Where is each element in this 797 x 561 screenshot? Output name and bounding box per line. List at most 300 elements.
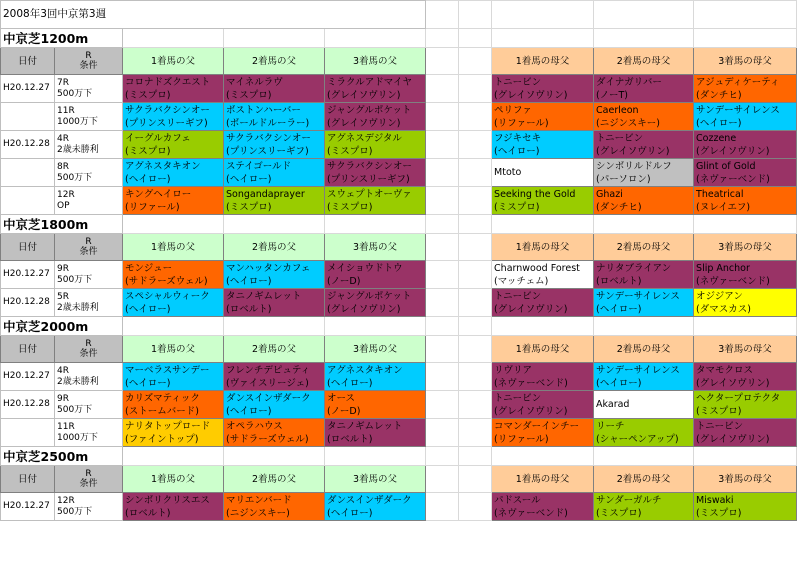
header-date[interactable] <box>1 234 55 261</box>
header-row <box>1 466 797 493</box>
header-dam1[interactable] <box>492 336 594 363</box>
sire-cell[interactable] <box>123 187 224 215</box>
header-dam3-text: 3着馬の母父 <box>718 241 772 253</box>
dam-sire-cell[interactable] <box>492 103 594 131</box>
header-sire1-text: 1着馬の父 <box>150 473 196 485</box>
empty-cell[interactable] <box>694 29 797 48</box>
horse-name: サクラバクシンオー <box>125 104 210 116</box>
horse-name: サクラバクシンオー <box>327 160 412 172</box>
race-row <box>1 493 797 521</box>
sire-line: (ヘイロー) <box>596 377 642 389</box>
race-number: 7R <box>57 77 69 88</box>
header-sire3-text: 3着馬の父 <box>353 343 398 355</box>
sheet-body <box>1 1 797 521</box>
sire-cell[interactable] <box>224 261 325 289</box>
dam-sire-cell[interactable] <box>492 493 594 521</box>
race-row <box>1 159 797 187</box>
horse-name: Cozzene <box>696 132 737 144</box>
spacer-cell[interactable] <box>426 234 459 261</box>
header-sire2[interactable] <box>224 234 325 261</box>
header-dam1[interactable] <box>492 466 594 493</box>
sire-cell[interactable] <box>123 363 224 391</box>
header-dam3-text: 3着馬の母父 <box>718 473 772 485</box>
dam-sire-cell[interactable] <box>594 131 694 159</box>
section-title-text: 中京芝1200m <box>3 30 89 46</box>
spacer-cell[interactable] <box>459 215 492 234</box>
sire-cell[interactable] <box>123 75 224 103</box>
race-info[interactable] <box>55 289 123 317</box>
dam-sire-cell[interactable] <box>594 187 694 215</box>
spacer-cell[interactable] <box>459 75 492 103</box>
spacer-cell[interactable] <box>459 493 492 521</box>
header-sire1[interactable] <box>123 336 224 363</box>
race-date[interactable] <box>1 419 55 447</box>
spacer-cell[interactable] <box>459 29 492 48</box>
race-info[interactable] <box>55 75 123 103</box>
header-date-text: 日付 <box>17 55 37 67</box>
dam-sire-cell[interactable] <box>492 261 594 289</box>
dam-sire-cell[interactable] <box>694 187 797 215</box>
empty-cell[interactable] <box>325 317 426 336</box>
header-dam1-text: 1着馬の母父 <box>515 55 570 67</box>
section-title-text: 中京芝1800m <box>3 216 89 232</box>
empty-cell[interactable] <box>694 1 797 29</box>
sire-line: (ダンチヒ) <box>596 201 642 213</box>
header-dam1-text: 1着馬の母父 <box>515 241 570 253</box>
empty-cell[interactable] <box>325 447 426 466</box>
race-condition: 2歳未勝利 <box>57 302 99 313</box>
sire-cell[interactable] <box>123 159 224 187</box>
spacer-cell[interactable] <box>459 317 492 336</box>
spacer-cell[interactable] <box>459 336 492 363</box>
sire-cell[interactable] <box>325 103 426 131</box>
horse-name: リーチ <box>596 420 625 432</box>
header-sire3-text: 3着馬の父 <box>353 55 398 67</box>
race-number: 9R <box>57 393 69 404</box>
spacer-cell[interactable] <box>459 289 492 317</box>
header-dam1-text: 1着馬の母父 <box>515 343 570 355</box>
race-info[interactable] <box>55 187 123 215</box>
spacer-cell[interactable] <box>426 289 459 317</box>
header-sire3-text: 3着馬の父 <box>353 473 398 485</box>
sire-cell[interactable] <box>224 75 325 103</box>
header-date[interactable] <box>1 466 55 493</box>
empty-cell[interactable] <box>594 215 694 234</box>
sire-cell[interactable] <box>123 391 224 419</box>
spacer-cell[interactable] <box>459 103 492 131</box>
horse-name: ダンスインザダーク <box>226 392 311 404</box>
spacer-cell[interactable] <box>459 447 492 466</box>
dam-sire-cell[interactable] <box>594 419 694 447</box>
empty-cell[interactable] <box>123 447 224 466</box>
race-row <box>1 131 797 159</box>
empty-cell[interactable] <box>325 29 426 48</box>
empty-cell[interactable] <box>694 447 797 466</box>
horse-name: モンジュー <box>125 262 173 274</box>
sire-line: (ヘイロー) <box>327 507 373 519</box>
sire-cell[interactable] <box>224 493 325 521</box>
horse-name: コロナドズクエスト <box>125 76 211 88</box>
dam-sire-cell[interactable] <box>694 159 797 187</box>
sire-line: (プリンスリーギフ) <box>226 145 309 157</box>
sire-cell[interactable] <box>224 289 325 317</box>
race-condition: 500万下 <box>57 506 93 517</box>
sire-line: (ロベルト) <box>125 507 171 519</box>
header-date[interactable] <box>1 336 55 363</box>
sire-line: (ヘイロー) <box>596 303 642 315</box>
race-date[interactable] <box>1 261 55 289</box>
sire-line: (グレイソヴリン) <box>596 145 670 157</box>
sire-cell[interactable] <box>325 493 426 521</box>
dam-sire-cell[interactable] <box>694 103 797 131</box>
empty-cell[interactable] <box>224 447 325 466</box>
header-dam2-text: 2着馬の母父 <box>616 343 671 355</box>
sire-cell[interactable] <box>325 131 426 159</box>
race-date-text: H20.12.27 <box>3 83 50 93</box>
header-dam3[interactable] <box>694 48 797 75</box>
header-sire1[interactable] <box>123 466 224 493</box>
sire-cell[interactable] <box>123 261 224 289</box>
dam-sire-cell[interactable] <box>694 131 797 159</box>
spacer-cell[interactable] <box>426 215 459 234</box>
sire-line: (ロベルト) <box>596 275 642 287</box>
spacer-cell[interactable] <box>426 75 459 103</box>
race-date[interactable] <box>1 131 55 159</box>
dam-sire-cell[interactable] <box>594 261 694 289</box>
sire-line: (ネヴァーベンド) <box>494 377 568 389</box>
sire-line: (ミスプロ) <box>125 145 171 157</box>
sire-cell[interactable] <box>224 187 325 215</box>
sire-cell[interactable] <box>123 131 224 159</box>
empty-cell[interactable] <box>492 317 594 336</box>
dam-sire-cell[interactable] <box>694 261 797 289</box>
empty-cell[interactable] <box>123 29 224 48</box>
race-condition: 2歳未勝利 <box>57 376 99 387</box>
spacer-cell[interactable] <box>459 466 492 493</box>
empty-cell[interactable] <box>492 1 594 29</box>
horse-name: シンボリクリスエス <box>125 494 210 506</box>
header-dam2[interactable] <box>594 234 694 261</box>
dam-sire-cell[interactable] <box>694 493 797 521</box>
sire-line: (ストームバード) <box>125 405 199 417</box>
race-info[interactable] <box>55 419 123 447</box>
spacer-cell[interactable] <box>426 159 459 187</box>
spacer-cell[interactable] <box>459 159 492 187</box>
dam-sire-cell[interactable] <box>492 363 594 391</box>
header-race[interactable] <box>55 336 123 363</box>
race-date[interactable] <box>1 493 55 521</box>
empty-cell[interactable] <box>492 215 594 234</box>
dam-sire-cell[interactable] <box>492 187 594 215</box>
dam-sire-cell[interactable] <box>694 419 797 447</box>
spacer-cell[interactable] <box>426 363 459 391</box>
header-race-number: R <box>85 237 92 247</box>
spacer-cell[interactable] <box>426 466 459 493</box>
empty-cell[interactable] <box>325 215 426 234</box>
spacer-cell[interactable] <box>426 131 459 159</box>
spacer-cell[interactable] <box>459 131 492 159</box>
sire-line: (ダンチヒ) <box>696 89 742 101</box>
race-date[interactable] <box>1 103 55 131</box>
race-info[interactable] <box>55 261 123 289</box>
race-number: 4R <box>57 365 69 376</box>
sire-line: (ヌレイエフ) <box>696 201 751 213</box>
header-dam3[interactable] <box>694 234 797 261</box>
sire-cell[interactable] <box>224 103 325 131</box>
race-number: 9R <box>57 263 69 274</box>
empty-cell[interactable] <box>594 1 694 29</box>
dam-sire-cell[interactable] <box>694 75 797 103</box>
sire-line: (グレイソヴリン) <box>327 117 401 129</box>
sire-cell[interactable] <box>325 187 426 215</box>
sire-line: (グレイソヴリン) <box>696 145 770 157</box>
sire-line: (ミスプロ) <box>696 405 742 417</box>
section-title[interactable] <box>1 215 123 234</box>
header-sire2[interactable] <box>224 336 325 363</box>
sire-line: (リファール) <box>494 117 549 129</box>
spacer-cell[interactable] <box>459 419 492 447</box>
header-sire3[interactable] <box>325 234 426 261</box>
header-race-number: R <box>85 51 92 61</box>
empty-cell[interactable] <box>492 447 594 466</box>
section-row <box>1 29 797 48</box>
header-dam1[interactable] <box>492 234 594 261</box>
dam-sire-cell[interactable] <box>694 391 797 419</box>
header-sire3[interactable] <box>325 48 426 75</box>
empty-cell[interactable] <box>123 317 224 336</box>
sire-line: (ミスプロ) <box>696 507 742 519</box>
spacer-cell[interactable] <box>459 261 492 289</box>
header-race-condition: 条件 <box>79 349 98 359</box>
horse-name: アグネスタキオン <box>327 364 403 376</box>
dam-sire-cell[interactable] <box>492 391 594 419</box>
sire-cell[interactable] <box>224 419 325 447</box>
horse-name: パドスール <box>494 494 541 506</box>
race-date-text: H20.12.28 <box>3 297 50 307</box>
empty-cell[interactable] <box>224 29 325 48</box>
header-dam3[interactable] <box>694 466 797 493</box>
empty-cell[interactable] <box>492 29 594 48</box>
spacer-cell[interactable] <box>459 363 492 391</box>
header-race-number: R <box>85 339 92 349</box>
horse-name: サンデーサイレンス <box>596 290 680 302</box>
sire-line: (ヘイロー) <box>226 173 272 185</box>
header-race[interactable] <box>55 48 123 75</box>
race-info[interactable] <box>55 159 123 187</box>
horse-name: ジャングルポケット <box>327 104 412 116</box>
dam-sire-cell[interactable] <box>492 289 594 317</box>
sire-line: (ヘイロー) <box>226 275 272 287</box>
header-sire1[interactable] <box>123 234 224 261</box>
spacer-cell[interactable] <box>426 29 459 48</box>
sire-line: (プリンスリーギフ) <box>125 117 208 129</box>
race-info[interactable] <box>55 103 123 131</box>
header-sire2[interactable] <box>224 48 325 75</box>
sire-cell[interactable] <box>123 419 224 447</box>
race-info[interactable] <box>55 131 123 159</box>
header-sire1-text: 1着馬の父 <box>150 55 196 67</box>
dam-sire-cell[interactable] <box>694 363 797 391</box>
sire-cell[interactable] <box>325 75 426 103</box>
spacer-cell[interactable] <box>426 336 459 363</box>
header-race-condition: 条件 <box>79 479 98 489</box>
spacer-cell[interactable] <box>426 493 459 521</box>
header-sire1[interactable] <box>123 48 224 75</box>
race-date-text: H20.12.27 <box>3 269 50 279</box>
sire-line: (グレイソヴリン) <box>327 89 401 101</box>
spacer-cell[interactable] <box>426 1 459 29</box>
header-sire3[interactable] <box>325 466 426 493</box>
section-title[interactable] <box>1 317 123 336</box>
dam-sire-cell[interactable] <box>492 131 594 159</box>
empty-cell[interactable] <box>694 215 797 234</box>
horse-name: トニービン <box>494 76 542 88</box>
section-row <box>1 447 797 466</box>
sire-cell[interactable] <box>325 159 426 187</box>
dam-sire-cell[interactable] <box>594 391 694 419</box>
spacer-cell[interactable] <box>426 391 459 419</box>
horse-name: フレンチデピュティ <box>226 364 311 376</box>
horse-name: イーグルカフェ <box>125 132 191 144</box>
sire-cell[interactable] <box>325 363 426 391</box>
header-dam3-text: 3着馬の母父 <box>718 55 772 67</box>
header-dam2[interactable] <box>594 48 694 75</box>
horse-name: ペリファ <box>494 104 532 116</box>
section-title[interactable] <box>1 29 123 48</box>
spacer-cell[interactable] <box>426 317 459 336</box>
horse-name: ボストンハーバー <box>226 104 301 116</box>
horse-name: ヘクタープロテクタ <box>696 392 781 404</box>
horse-name: Ghazi <box>596 188 623 200</box>
race-number: 4R <box>57 133 69 144</box>
dam-sire-cell[interactable] <box>594 289 694 317</box>
sire-line: (シャーペンアップ) <box>596 433 679 445</box>
header-sire3-text: 3着馬の父 <box>353 241 398 253</box>
empty-cell[interactable] <box>594 447 694 466</box>
header-date-text: 日付 <box>17 343 37 355</box>
sire-cell[interactable] <box>224 131 325 159</box>
empty-cell[interactable] <box>123 215 224 234</box>
spacer-cell[interactable] <box>459 234 492 261</box>
race-date-text: H20.12.27 <box>3 501 50 511</box>
horse-name: アジュディケーティ <box>696 76 780 88</box>
header-dam2-text: 2着馬の母父 <box>616 241 671 253</box>
sire-cell[interactable] <box>325 391 426 419</box>
sire-cell[interactable] <box>123 493 224 521</box>
sheet-title[interactable] <box>1 1 426 29</box>
dam-sire-cell[interactable] <box>594 103 694 131</box>
race-date[interactable] <box>1 391 55 419</box>
header-sire2-text: 2着馬の父 <box>251 343 297 355</box>
sire-cell[interactable] <box>123 103 224 131</box>
dam-sire-cell[interactable] <box>492 75 594 103</box>
race-info[interactable] <box>55 391 123 419</box>
header-sire2[interactable] <box>224 466 325 493</box>
horse-name: スペシャルウィーク <box>125 290 210 302</box>
horse-name: ジャングルポケット <box>327 290 412 302</box>
race-info[interactable] <box>55 363 123 391</box>
horse-name: サンデーサイレンス <box>696 104 780 116</box>
header-dam1[interactable] <box>492 48 594 75</box>
sire-line: (グレイソヴリン) <box>696 377 770 389</box>
section-title[interactable] <box>1 447 123 466</box>
spacer-cell[interactable] <box>426 261 459 289</box>
empty-cell[interactable] <box>694 317 797 336</box>
spacer-cell[interactable] <box>459 187 492 215</box>
sire-cell[interactable] <box>325 261 426 289</box>
spacer-cell[interactable] <box>426 447 459 466</box>
sire-line: (パーソロン) <box>596 173 651 185</box>
header-date-text: 日付 <box>17 241 37 253</box>
header-dam3[interactable] <box>694 336 797 363</box>
dam-sire-cell[interactable] <box>492 419 594 447</box>
empty-cell[interactable] <box>224 215 325 234</box>
race-date-text: H20.12.28 <box>3 139 50 149</box>
spacer-cell[interactable] <box>426 48 459 75</box>
sire-cell[interactable] <box>224 363 325 391</box>
race-number: 12R <box>57 189 75 200</box>
sire-cell[interactable] <box>224 159 325 187</box>
sire-line: (ヘイロー) <box>494 145 540 157</box>
dam-sire-cell[interactable] <box>492 159 594 187</box>
dam-sire-cell[interactable] <box>594 363 694 391</box>
spacer-cell[interactable] <box>459 391 492 419</box>
header-race[interactable] <box>55 234 123 261</box>
spacer-cell[interactable] <box>426 187 459 215</box>
header-date[interactable] <box>1 48 55 75</box>
header-sire1-text: 1着馬の父 <box>150 241 196 253</box>
sire-line: (ヴァイスリージェ) <box>226 377 309 389</box>
empty-cell[interactable] <box>224 317 325 336</box>
race-date[interactable] <box>1 187 55 215</box>
horse-name: Caerleon <box>596 104 639 116</box>
race-date[interactable] <box>1 75 55 103</box>
dam-sire-cell[interactable] <box>694 289 797 317</box>
dam-sire-cell[interactable] <box>594 493 694 521</box>
race-date[interactable] <box>1 363 55 391</box>
header-sire2-text: 2着馬の父 <box>251 55 297 67</box>
sire-line: (ノーD) <box>327 275 361 287</box>
horse-name: メイショウドトウ <box>327 262 403 274</box>
header-dam2[interactable] <box>594 336 694 363</box>
header-dam2[interactable] <box>594 466 694 493</box>
race-info[interactable] <box>55 493 123 521</box>
header-race[interactable] <box>55 466 123 493</box>
sire-cell[interactable] <box>224 391 325 419</box>
sire-cell[interactable] <box>325 289 426 317</box>
horse-name: Mtoto <box>494 167 522 178</box>
empty-cell[interactable] <box>594 29 694 48</box>
race-date[interactable] <box>1 159 55 187</box>
sire-line: (サドラーズウェル) <box>125 275 208 287</box>
horse-name: Slip Anchor <box>696 262 750 274</box>
sire-cell[interactable] <box>123 289 224 317</box>
spacer-cell[interactable] <box>459 1 492 29</box>
empty-cell[interactable] <box>594 317 694 336</box>
horse-name: フジキセキ <box>494 132 542 144</box>
horse-name: オペラハウス <box>226 420 283 432</box>
sire-line: (ファイントップ) <box>125 433 199 445</box>
sire-cell[interactable] <box>325 419 426 447</box>
horse-name: ナリタトップロード <box>125 420 211 432</box>
spacer-cell[interactable] <box>426 419 459 447</box>
spacer-cell[interactable] <box>426 103 459 131</box>
race-date[interactable] <box>1 289 55 317</box>
dam-sire-cell[interactable] <box>594 75 694 103</box>
dam-sire-cell[interactable] <box>594 159 694 187</box>
spacer-cell[interactable] <box>459 48 492 75</box>
header-sire3[interactable] <box>325 336 426 363</box>
